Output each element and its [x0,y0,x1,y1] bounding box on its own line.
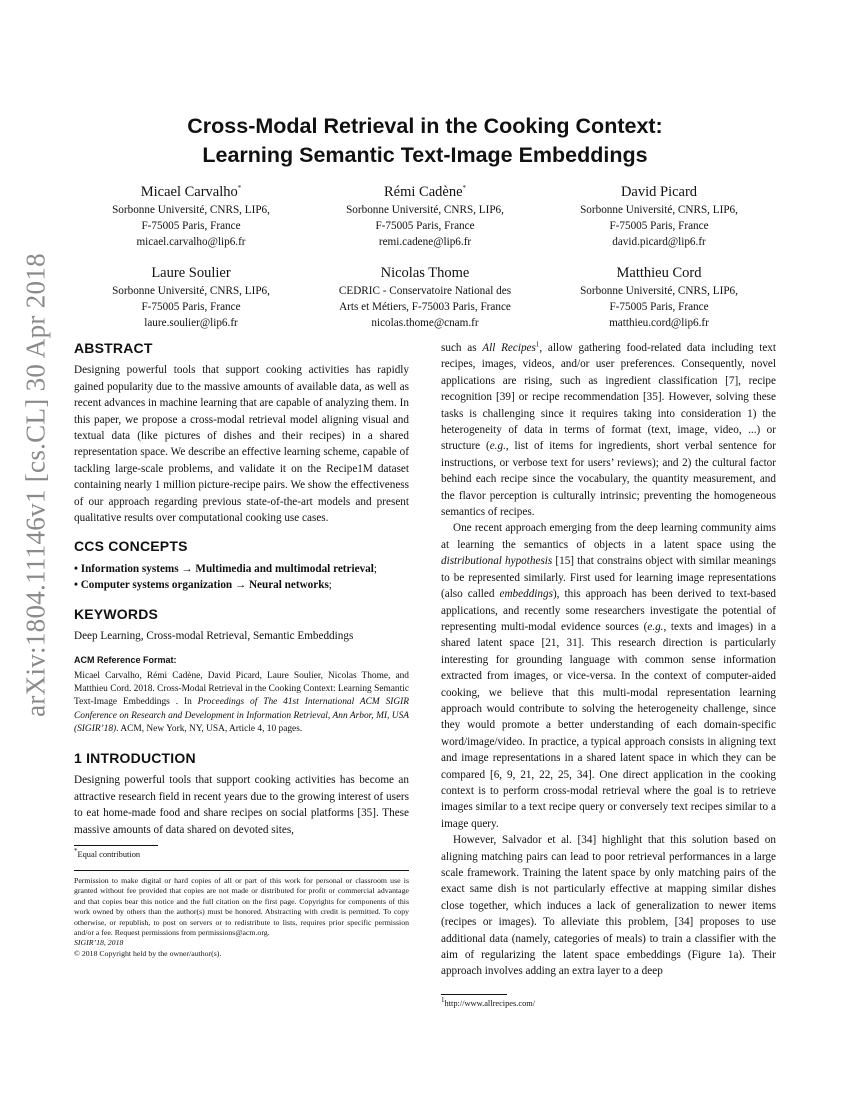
author-block: Nicolas Thome CEDRIC - Conservatoire National des Arts et Métiers, F-75003 Paris, France nicolas.thome@cnam.fr [338,265,512,329]
intro-paragraph: Designing powerful tools that support cooking activities has become an attractive research field in recent years due to the growing interest of users to eat home-made food and share recipes on social platforms [35]. These massive amounts of data shared on devoted sites, [74,774,409,836]
abstract-heading: ABSTRACT [74,340,153,356]
abstract-text: Designing powerful tools that support cooking activities has rapidly gained popularity due to the massive amounts of available data, as well as recent advances in machine learning that are capable of analyzing them. In this paper, we propose a cross-modal retrieval model aligning visual and textual data (like pictures of dishes and their recipes) in a shared representation space. We describe an effective learning scheme, capable of tackling large-scale problems, and validate it on the Recipe1M dataset containing nearly 1 million picture-recipe pairs. We show the effectiveness of our approach regarding previous state-of-the-art models and present qualitative results over computational cooking use cases. [74,364,409,525]
author-block: Rémi Cadène* Sorbonne Université, CNRS, LIP6, F-75005 Paris, France remi.cadene@lip6.fr [346,184,504,248]
url-footnote: $^1$http://www.allrecipes.com/ [441,996,536,1008]
intro-paragraph: However, Salvador et al. [34] highlight that this solution based on aligning matching pairs can lead to poor retrieval performances in a large scale framework. Training the latent space by only matching pairs of the exact same dish is not particularly effective at mapping similar dishes close together, which induces a lack of generalization to newer items (recipes or images). To alleviate this problem, [34] proposes to use additional data (namely, categories of meals) to train a classifier with the aim of regularizing the latent space embeddings (Figure 1a). Their approach involves adding an extra layer to a deep [441,834,776,978]
equal-contribution-footnote: *Equal contribution [74,847,141,859]
author-row-2 [74,263,776,331]
author-block: Micael Carvalho* Sorbonne Université, CNRS, LIP6, F-75005 Paris, France micael.carvalho@lip6.fr [112,184,270,248]
author-block: David Picard Sorbonne Université, CNRS, LIP6, F-75005 Paris, France david.picard@lip6.fr [580,184,738,248]
permission-block: Permission to make digital or hard copies of all or part of this work for personal or classroom use is granted without fee provided that copies are not made or distributed for profit or commercial advantage and that copies bear this notice and the full citation on the first page. Copyrights for components of this work owned by others than the author(s) must be honored. Abstracting with credit is permitted. To copy otherwise, or republish, to post on servers or to redistribute to lists, requires prior specific permission and/or a fee. Request permissions from permissions@acm.org. SIGIR’18, 2018 © 2018 Copyright held by the owner/author(s). [74,870,409,959]
author-block: Matthieu Cord Sorbonne Université, CNRS, LIP6, F-75005 Paris, France matthieu.cord@lip6.fr [580,265,738,329]
paper-title: Cross-Modal Retrieval in the Cooking Context: Learning Semantic Text-Image Embeddings [187,114,663,167]
ccs-heading: CCS CONCEPTS [74,538,188,555]
right-column [441,340,776,1009]
intro-paragraph: such as All Recipes$^1$, allow gathering food-related data including text recipes, images, videos, and/or user preferences. Consequently, novel applications are rising, such as ingredient classification [7], recipe recognition [39] or recipe recommendation [35]. However, solving these tasks is challenging since it requires taking into consideration 1) the heterogeneity of data in terms of format (text, image, video, ...) or structure (e.g., list of items for ingredients, short verbal sentence for instructions, or verbose text for users’ reviews); and 2) the cultural factor behind each recipe since the vocabulary, the quantity measurement, and the flavor perception is culturally intrinsic; preventing the homogeneous semantics of recipes. [441,340,777,519]
author-block: Laure Soulier Sorbonne Université, CNRS, LIP6, F-75005 Paris, France laure.soulier@lip6.fr [112,265,270,329]
intro-paragraph: One recent approach emerging from the deep learning community aims at learning the semantics of objects in a latent space using the distributional hypothesis [15] that constrains object with similar meanings to be represented similarly. First used for learning image representations (also called embeddings), this approach has been derived to text-based applications, and recently some researchers investigate the potential of representing multi-modal evidence sources (e.g., texts and images) in a shared latent space [21, 31]. This research direction is particularly interesting for grounding language with common sense information extracted from images, or vice-versa. In the context of computer-aided cooking, we believe that this multi-modal representation learning approach would contribute to solving the heterogeneity challenge, since they would promote a better understanding of each domain-specific word/image/video. In practice, a typical approach consists in aligning text and image representations in a shared latent space in which they can be compared [6, 9, 21, 22, 25, 34]. One direct application in the cooking context is to perform cross-modal retrieval where the goal is to retrieve images similar to a text recipe query or conversely text recipes similar to a image query. [441,522,776,830]
keywords-heading: KEYWORDS [74,605,159,622]
author-row-1 [74,182,776,250]
keywords-text: Deep Learning, Cross-modal Retrieval, Semantic Embeddings [74,630,354,643]
ccs-item: • Computer systems organization → Neural networks; [74,579,332,592]
acm-reference: ACM Reference Format: Micael Carvalho, Rémi Cadène, David Picard, Laure Soulier, Nicolas Thome, and Matthieu Cord. 2018. Cross-Modal Retrieval in the Cooking Context: Learning Semantic Text-Image Embeddings . In Proceedings of The 41st International ACM SIGIR Conference on Research and Development in Information Retrieval, Ann Arbor, MI, USA (SIGIR’18). ACM, New York, NY, USA, Article 4, 10 pages. [74,654,409,734]
arxiv-stamp: arXiv:1804.11146v1 [cs.CL] 30 Apr 2018 [20,253,51,717]
ccs-item: • Information systems → Multimedia and multimodal retrieval; [74,562,377,575]
intro-heading: 1 INTRODUCTION [74,749,196,766]
left-column [74,340,409,959]
